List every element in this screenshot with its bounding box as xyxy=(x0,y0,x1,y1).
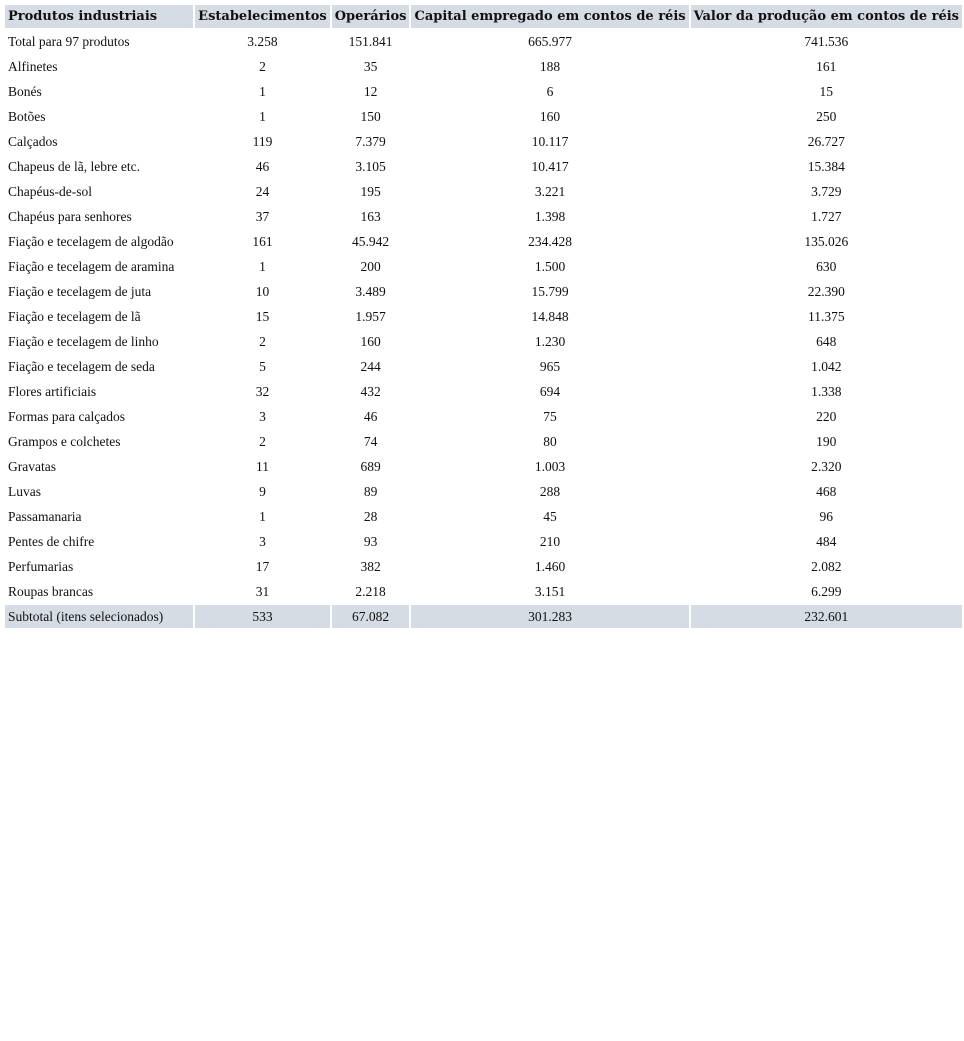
cell-estabelecimentos: 32 xyxy=(255,383,270,399)
industrial-products-table xyxy=(3,3,964,630)
cell-estabelecimentos: 10 xyxy=(255,283,270,299)
cell-produto: Chapéus para senhores xyxy=(8,208,132,224)
cell-valor-producao: 220 xyxy=(816,408,837,424)
cell-valor-producao: 135.026 xyxy=(804,233,849,249)
cell-produto: Fiação e tecelagem de seda xyxy=(8,358,155,374)
cell-valor-producao: 15.384 xyxy=(807,158,845,174)
cell-estabelecimentos: 161 xyxy=(252,233,273,249)
cell-operarios: 3.105 xyxy=(355,158,386,174)
cell-capital: 15.799 xyxy=(531,283,569,299)
table-row xyxy=(5,355,962,378)
cell-capital: 1.003 xyxy=(534,458,566,474)
cell-operarios: 3.489 xyxy=(355,283,386,299)
cell-operarios: 244 xyxy=(360,358,381,374)
cell-valor-producao: 3.729 xyxy=(811,183,842,199)
cell-valor-producao: 741.536 xyxy=(804,33,849,49)
cell-estabelecimentos: 15 xyxy=(255,308,270,324)
cell-estabelecimentos: 1 xyxy=(259,108,266,124)
cell-operarios: 160 xyxy=(360,333,381,349)
cell-capital: 210 xyxy=(539,533,561,549)
cell-operarios: 45.942 xyxy=(352,233,390,249)
cell-estabelecimentos: 2 xyxy=(259,58,266,74)
cell-produto: Perfumarias xyxy=(8,558,74,574)
table-row xyxy=(5,455,962,478)
table-row xyxy=(5,80,962,103)
cell-valor-producao: 250 xyxy=(816,108,837,124)
cell-capital: 188 xyxy=(539,58,561,74)
cell-produto: Flores artificiais xyxy=(8,383,97,399)
cell-produto: Gravatas xyxy=(8,458,56,474)
table-row xyxy=(5,405,962,428)
cell-capital: 3.221 xyxy=(534,183,566,199)
cell-capital: 6 xyxy=(546,83,554,99)
cell-operarios: 195 xyxy=(360,183,381,199)
cell-capital: 75 xyxy=(543,408,557,424)
cell-produto: Roupas brancas xyxy=(8,583,94,599)
subtotal-operarios: 67.082 xyxy=(332,605,410,628)
cell-produto: Bonés xyxy=(8,83,42,99)
cell-estabelecimentos: 2 xyxy=(259,333,266,349)
cell-operarios: 28 xyxy=(363,508,378,524)
cell-produto: Grampos e colchetes xyxy=(8,433,121,449)
cell-operarios: 163 xyxy=(360,208,381,224)
cell-produto: Fiação e tecelagem de linho xyxy=(8,333,159,349)
cell-operarios: 93 xyxy=(363,533,378,549)
header-valor-producao: Valor da produção em contos de réis xyxy=(691,5,962,28)
subtotal-produto: Subtotal (itens selecionados) xyxy=(5,605,193,628)
table-row xyxy=(5,530,962,553)
cell-produto: Fiação e tecelagem de algodão xyxy=(8,233,174,249)
cell-valor-producao: 468 xyxy=(816,483,837,499)
cell-capital: 694 xyxy=(539,383,561,399)
table-row xyxy=(5,305,962,328)
cell-estabelecimentos: 3 xyxy=(259,408,266,424)
header-row xyxy=(5,5,962,28)
cell-produto: Calçados xyxy=(8,133,58,149)
subtotal-row xyxy=(5,605,962,628)
cell-valor-producao: 630 xyxy=(816,258,837,274)
cell-operarios: 382 xyxy=(360,558,381,574)
cell-operarios: 74 xyxy=(363,433,378,449)
cell-produto: Botões xyxy=(8,108,46,124)
cell-operarios: 46 xyxy=(363,408,378,424)
cell-produto: Fiação e tecelagem de juta xyxy=(8,283,152,299)
cell-estabelecimentos: 9 xyxy=(259,483,266,499)
cell-operarios: 2.218 xyxy=(355,583,386,599)
cell-valor-producao: 2.320 xyxy=(811,458,842,474)
cell-capital: 288 xyxy=(539,483,561,499)
cell-capital: 160 xyxy=(539,108,561,124)
table-row xyxy=(5,55,962,78)
cell-valor-producao: 1.727 xyxy=(811,208,842,224)
cell-estabelecimentos: 119 xyxy=(252,133,273,149)
table-row xyxy=(5,480,962,503)
cell-valor-producao: 11.375 xyxy=(807,308,845,324)
cell-operarios: 689 xyxy=(360,458,381,474)
cell-operarios: 200 xyxy=(360,258,381,274)
header-estabelecimentos: Estabelecimentos xyxy=(195,5,330,28)
cell-estabelecimentos: 5 xyxy=(259,358,266,374)
header-produtos: Produtos industriais xyxy=(5,5,193,28)
header-capital: Capital empregado em contos de réis xyxy=(411,5,688,28)
cell-valor-producao: 161 xyxy=(816,58,837,74)
cell-operarios: 7.379 xyxy=(355,133,386,149)
cell-estabelecimentos: 11 xyxy=(255,458,269,474)
cell-operarios: 89 xyxy=(363,483,378,499)
cell-produto: Chapeus de lã, lebre etc. xyxy=(8,158,140,174)
cell-operarios: 35 xyxy=(363,58,378,74)
cell-produto: Fiação e tecelagem de lã xyxy=(8,308,141,324)
table-row xyxy=(5,505,962,528)
cell-operarios: 151.841 xyxy=(348,33,393,49)
subtotal-estabelecimentos: 533 xyxy=(195,605,330,628)
table-row xyxy=(5,255,962,278)
cell-estabelecimentos: 17 xyxy=(255,558,270,574)
cell-valor-producao: 648 xyxy=(816,333,837,349)
cell-valor-producao: 1.042 xyxy=(811,358,842,374)
cell-capital: 665.977 xyxy=(528,33,572,49)
cell-estabelecimentos: 31 xyxy=(255,583,270,599)
cell-capital: 965 xyxy=(539,358,561,374)
table-row xyxy=(5,555,962,578)
table-row xyxy=(5,330,962,353)
cell-valor-producao: 484 xyxy=(816,533,837,549)
cell-produto: Formas para calçados xyxy=(8,408,125,424)
cell-valor-producao: 15 xyxy=(819,83,834,99)
table-row xyxy=(5,180,962,203)
cell-valor-producao: 2.082 xyxy=(811,558,842,574)
cell-produto: Chapéus-de-sol xyxy=(8,183,92,199)
table-row xyxy=(5,30,962,53)
cell-estabelecimentos: 37 xyxy=(255,208,270,224)
cell-estabelecimentos: 2 xyxy=(259,433,266,449)
header-operarios: Operários xyxy=(332,5,410,28)
cell-operarios: 12 xyxy=(363,83,378,99)
table-row xyxy=(5,230,962,253)
cell-valor-producao: 190 xyxy=(816,433,837,449)
cell-estabelecimentos: 1 xyxy=(259,508,266,524)
cell-produto: Fiação e tecelagem de aramina xyxy=(8,258,175,274)
table-row xyxy=(5,155,962,178)
cell-capital: 3.151 xyxy=(534,583,566,599)
table-row xyxy=(5,280,962,303)
cell-valor-producao: 96 xyxy=(819,508,834,524)
cell-operarios: 1.957 xyxy=(355,308,386,324)
cell-valor-producao: 1.338 xyxy=(811,383,842,399)
subtotal-capital: 301.283 xyxy=(411,605,688,628)
table-row xyxy=(5,580,962,603)
cell-estabelecimentos: 1 xyxy=(259,258,266,274)
cell-produto: Luvas xyxy=(8,483,41,499)
cell-capital: 45 xyxy=(543,508,557,524)
cell-capital: 1.460 xyxy=(534,558,566,574)
cell-produto: Pentes de chifre xyxy=(8,533,95,549)
cell-capital: 1.230 xyxy=(534,333,566,349)
cell-capital: 80 xyxy=(543,433,557,449)
table-row xyxy=(5,105,962,128)
table-row xyxy=(5,205,962,228)
cell-valor-producao: 26.727 xyxy=(807,133,845,149)
cell-operarios: 150 xyxy=(360,108,381,124)
cell-estabelecimentos: 1 xyxy=(259,83,266,99)
table-row xyxy=(5,380,962,403)
cell-valor-producao: 22.390 xyxy=(807,283,845,299)
cell-produto: Passamanaria xyxy=(8,508,82,524)
table-row xyxy=(5,430,962,453)
cell-capital: 234.428 xyxy=(528,233,572,249)
cell-estabelecimentos: 3 xyxy=(259,533,266,549)
subtotal-valor-producao: 232.601 xyxy=(691,605,962,628)
cell-estabelecimentos: 46 xyxy=(255,158,270,174)
table-row xyxy=(5,130,962,153)
cell-capital: 1.500 xyxy=(534,258,566,274)
cell-operarios: 432 xyxy=(360,383,381,399)
cell-estabelecimentos: 3.258 xyxy=(247,33,278,49)
cell-valor-producao: 6.299 xyxy=(811,583,842,599)
cell-estabelecimentos: 24 xyxy=(255,183,270,199)
cell-produto: Alfinetes xyxy=(8,58,58,74)
cell-produto: Total para 97 produtos xyxy=(8,33,130,49)
cell-capital: 1.398 xyxy=(534,208,566,224)
cell-capital: 10.417 xyxy=(531,158,569,174)
cell-capital: 14.848 xyxy=(531,308,569,324)
cell-capital: 10.117 xyxy=(531,133,569,149)
